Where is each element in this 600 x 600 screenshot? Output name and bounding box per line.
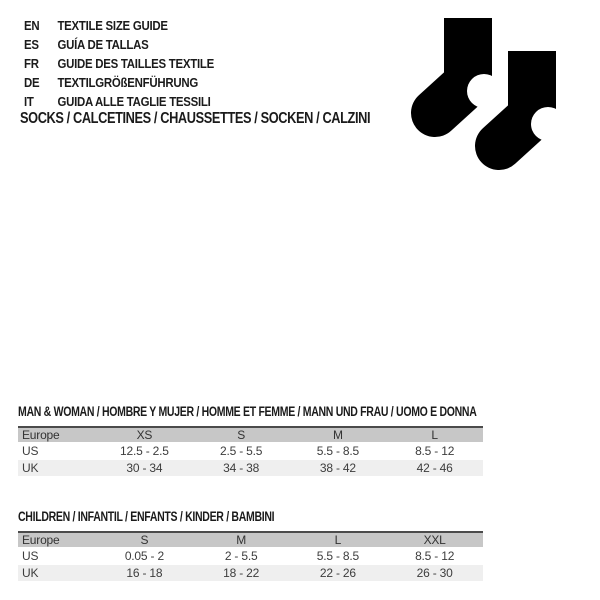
size-value: 30 - 34 [126, 461, 163, 475]
language-row-es [24, 35, 214, 54]
row-label: UK [22, 566, 39, 580]
size-value: 34 - 38 [223, 461, 260, 475]
language-row-it [24, 92, 214, 111]
category-heading: SOCKS / CALCETINES / CHAUSSETTES / SOCKEN / CALZINI [20, 110, 371, 127]
size-value: 22 - 26 [319, 566, 356, 580]
socks-icon [410, 18, 556, 170]
size-value: 5.5 - 8.5 [316, 444, 359, 458]
size-grid-adults [18, 426, 483, 476]
language-label: GUÍA DE TALLAS [57, 37, 149, 52]
language-code: DE [24, 75, 40, 90]
sock-right-icon [499, 51, 556, 146]
size-table-children [18, 510, 483, 581]
language-code: IT [24, 94, 34, 109]
table-row-us [18, 443, 483, 459]
table-row-uk [18, 460, 483, 476]
size-grid-children [18, 531, 483, 581]
table-header-row [18, 533, 483, 547]
table-row-uk [18, 565, 483, 581]
column-header-size: XXL [423, 533, 446, 547]
size-value: 26 - 30 [416, 566, 453, 580]
language-row-en [24, 16, 214, 35]
size-value: 18 - 22 [223, 566, 260, 580]
size-value: 42 - 46 [416, 461, 453, 475]
size-value: 38 - 42 [319, 461, 356, 475]
language-label: TEXTILGRÖßENFÜHRUNG [57, 75, 198, 90]
size-value: 12.5 - 2.5 [120, 444, 169, 458]
table-title-children: CHILDREN / INFANTIL / ENFANTS / KINDER / BAMBINI [18, 509, 275, 524]
language-code: EN [24, 18, 40, 33]
size-value: 0.05 - 2 [124, 549, 164, 563]
language-label: GUIDA ALLE TAGLIE TESSILI [57, 94, 211, 109]
row-label: US [22, 549, 39, 563]
language-code: ES [24, 37, 39, 52]
column-header-size: S [140, 533, 149, 547]
size-value: 8.5 - 12 [415, 444, 455, 458]
language-list [24, 16, 214, 111]
column-header-region: Europe [22, 533, 60, 547]
table-title-adults: MAN & WOMAN / HOMBRE Y MUJER / HOMME ET FEMME / MANN UND FRAU / UOMO E DONNA [18, 404, 477, 419]
size-table-adults [18, 405, 483, 476]
column-header-size: S [237, 428, 246, 442]
language-code: FR [24, 56, 39, 71]
table-header-row [18, 428, 483, 442]
size-value: 2.5 - 5.5 [220, 444, 263, 458]
language-label: TEXTILE SIZE GUIDE [57, 18, 168, 33]
sock-left-icon [435, 18, 501, 113]
column-header-size: M [332, 428, 343, 442]
column-header-size: M [236, 533, 247, 547]
row-label: UK [22, 461, 39, 475]
language-row-de [24, 73, 214, 92]
size-value: 8.5 - 12 [415, 549, 455, 563]
size-value: 2 - 5.5 [224, 549, 258, 563]
language-row-fr [24, 54, 214, 73]
table-row-us [18, 548, 483, 564]
row-label: US [22, 444, 39, 458]
column-header-size: L [431, 428, 438, 442]
column-header-region: Europe [22, 428, 60, 442]
size-value: 5.5 - 8.5 [316, 549, 359, 563]
size-value: 16 - 18 [126, 566, 163, 580]
column-header-size: XS [136, 428, 153, 442]
column-header-size: L [334, 533, 342, 547]
language-label: GUIDE DES TAILLES TEXTILE [57, 56, 214, 71]
